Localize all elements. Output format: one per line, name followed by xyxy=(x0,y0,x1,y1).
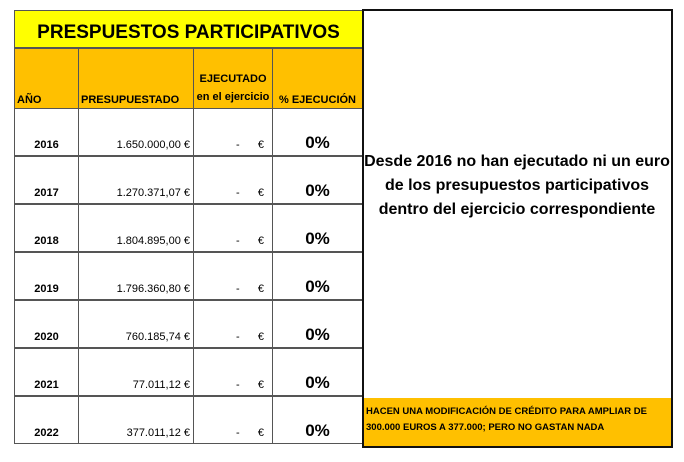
cell-budget xyxy=(78,156,194,204)
cell-percent xyxy=(272,156,363,204)
year-value: 2019 xyxy=(34,283,59,295)
percent-value: 0% xyxy=(305,277,330,296)
cell-executed xyxy=(193,204,273,252)
cell-budget xyxy=(78,204,194,252)
header-executed: EJECUTADO en el ejercicio xyxy=(193,48,273,109)
executed-value: - xyxy=(236,139,240,151)
percent-value: 0% xyxy=(305,421,330,440)
cell-executed xyxy=(193,396,273,444)
cell-year xyxy=(14,252,79,300)
year-value: 2020 xyxy=(34,331,59,343)
cell-budget xyxy=(78,300,194,348)
currency-symbol: € xyxy=(257,379,264,391)
comment-box xyxy=(362,9,673,448)
executed-value: - xyxy=(236,235,240,247)
year-value: 2022 xyxy=(34,427,59,439)
header-year: AÑO xyxy=(14,48,79,109)
budget-value: 760.185,74 € xyxy=(125,331,190,343)
summary-message: Desde 2016 no han ejecutado ni un euro de los presupuestos participativos dentro del ejercicio correspondiente xyxy=(364,153,670,218)
cell-percent xyxy=(272,108,363,156)
cell-percent xyxy=(272,204,363,252)
cell-budget xyxy=(78,348,194,396)
currency-symbol: € xyxy=(257,283,264,295)
executed-value: - xyxy=(236,283,240,295)
currency-symbol: € xyxy=(257,187,264,199)
percent-value: 0% xyxy=(305,373,330,392)
percent-value: 0% xyxy=(305,229,330,248)
year-value: 2017 xyxy=(34,187,59,199)
cell-year xyxy=(14,348,79,396)
year-value: 2021 xyxy=(34,379,59,391)
year-value: 2018 xyxy=(34,235,59,247)
header-percent: % EJECUCIÓN xyxy=(272,48,363,109)
budget-value: 1.804.895,00 € xyxy=(116,235,190,247)
cell-year xyxy=(14,300,79,348)
percent-value: 0% xyxy=(305,133,330,152)
budget-value: 1.650.000,00 € xyxy=(116,139,190,151)
cell-budget xyxy=(78,396,194,444)
executed-value: - xyxy=(236,331,240,343)
budget-value: 77.011,12 € xyxy=(132,379,190,391)
currency-symbol: € xyxy=(257,139,264,151)
cell-year xyxy=(14,204,79,252)
cell-year xyxy=(14,396,79,444)
cell-percent xyxy=(272,300,363,348)
cell-executed xyxy=(193,108,273,156)
currency-symbol: € xyxy=(257,331,264,343)
currency-symbol: € xyxy=(257,235,264,247)
cell-year xyxy=(14,156,79,204)
executed-value: - xyxy=(236,187,240,199)
table-title: PRESPUESTOS PARTICIPATIVOS xyxy=(14,10,363,48)
year-value: 2016 xyxy=(34,139,59,151)
executed-value: - xyxy=(236,427,240,439)
cell-year xyxy=(14,108,79,156)
cell-percent xyxy=(272,396,363,444)
cell-executed xyxy=(193,348,273,396)
note-banner: HACEN UNA MODIFICACIÓN DE CRÉDITO PARA AMPLIAR DE 300.000 EUROS A 377.000; PERO NO GASTAN NADA xyxy=(364,398,671,446)
cell-budget xyxy=(78,108,194,156)
executed-value: - xyxy=(236,379,240,391)
budget-value: 377.011,12 € xyxy=(126,427,190,439)
cell-executed xyxy=(193,252,273,300)
header-budget: PRESUPUESTADO xyxy=(78,48,194,109)
percent-value: 0% xyxy=(305,325,330,344)
currency-symbol: € xyxy=(257,427,264,439)
budget-value: 1.796.360,80 € xyxy=(116,283,190,295)
cell-percent xyxy=(272,252,363,300)
cell-budget xyxy=(78,252,194,300)
cell-executed xyxy=(193,300,273,348)
cell-executed xyxy=(193,156,273,204)
cell-percent xyxy=(272,348,363,396)
percent-value: 0% xyxy=(305,181,330,200)
budget-value: 1.270.371,07 € xyxy=(116,187,190,199)
